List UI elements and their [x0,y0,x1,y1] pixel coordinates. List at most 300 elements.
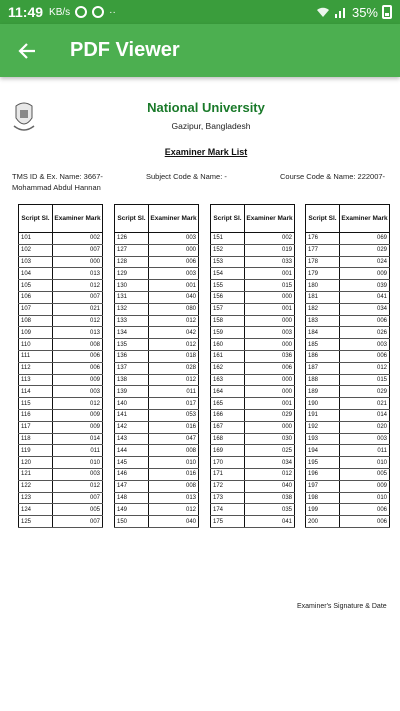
examiner-mark-cell: 021 [340,398,390,410]
table-row [306,480,390,492]
examiner-mark-cell: 011 [340,445,390,457]
examiner-mark-cell: 007 [53,492,103,504]
table-row [19,421,103,433]
table-row [306,233,390,245]
examiner-mark-cell: 012 [53,398,103,410]
script-sl-cell: 179 [306,268,340,280]
table-row [115,374,199,386]
script-sl-cell: 128 [115,256,149,268]
examiner-mark-cell: 002 [245,233,295,245]
header-script-sl: Script Sl. [19,205,53,233]
mark-table [210,204,295,528]
examiner-mark-cell: 034 [340,303,390,315]
examiner-mark-cell: 012 [340,362,390,374]
table-row [115,409,199,421]
script-sl-cell: 159 [211,327,245,339]
script-sl-cell: 174 [211,504,245,516]
table-row [306,291,390,303]
header-examiner-mark: Examiner Mark [149,205,199,233]
script-sl-cell: 140 [115,398,149,410]
table-row [115,303,199,315]
examiner-mark-cell: 006 [149,256,199,268]
examiner-mark-cell: 003 [53,468,103,480]
examiner-mark-cell: 012 [149,504,199,516]
subject-code: Subject Code & Name: - [146,172,227,181]
table-row [306,350,390,362]
script-sl-cell: 133 [115,315,149,327]
table-row [19,480,103,492]
script-sl-cell: 192 [306,421,340,433]
examiner-mark-cell: 041 [340,291,390,303]
list-title: Examiner Mark List [164,147,248,157]
table-row [211,303,295,315]
examiner-mark-cell: 009 [53,421,103,433]
net-speed: KB/s [49,6,71,18]
script-sl-cell: 175 [211,516,245,528]
table-row [115,268,199,280]
table-row [211,291,295,303]
script-sl-cell: 116 [19,409,53,421]
examiner-mark-cell: 016 [149,468,199,480]
examiner-mark-cell: 036 [245,350,295,362]
examiner-mark-cell: 006 [340,315,390,327]
course-code: Course Code & Name: 222007- [280,172,386,181]
table-row [115,233,199,245]
table-row [306,315,390,327]
script-sl-cell: 153 [211,256,245,268]
examiner-mark-cell: 007 [53,244,103,256]
examiner-mark-cell: 009 [53,409,103,421]
table-row [19,457,103,469]
script-sl-cell: 131 [115,291,149,303]
script-sl-cell: 187 [306,362,340,374]
table-row [19,327,103,339]
table-row [115,445,199,457]
examiner-mark-cell: 000 [53,256,103,268]
table-row [211,374,295,386]
script-sl-cell: 129 [115,268,149,280]
examiner-mark-cell: 014 [340,409,390,421]
script-sl-cell: 103 [19,256,53,268]
script-sl-cell: 130 [115,280,149,292]
table-row [115,468,199,480]
examiner-mark-cell: 020 [340,421,390,433]
table-row [115,256,199,268]
examiner-mark-cell: 002 [53,233,103,245]
back-button[interactable] [0,24,54,77]
script-sl-cell: 165 [211,398,245,410]
script-sl-cell: 105 [19,280,53,292]
script-sl-cell: 125 [19,516,53,528]
script-sl-cell: 138 [115,374,149,386]
table-row [19,233,103,245]
script-sl-cell: 124 [19,504,53,516]
examiner-mark-cell: 025 [245,445,295,457]
table-row [211,433,295,445]
script-sl-cell: 167 [211,421,245,433]
table-row [211,445,295,457]
script-sl-cell: 141 [115,409,149,421]
examiner-mark-cell: 010 [149,457,199,469]
script-sl-cell: 194 [306,445,340,457]
table-row [306,362,390,374]
table-row [115,350,199,362]
examiner-mark-cell: 021 [53,303,103,315]
script-sl-cell: 195 [306,457,340,469]
status-bar [0,0,400,24]
examiner-mark-cell: 012 [149,374,199,386]
script-sl-cell: 151 [211,233,245,245]
examiner-mark-cell: 012 [53,480,103,492]
script-sl-cell: 106 [19,291,53,303]
table-row [19,350,103,362]
script-sl-cell: 146 [115,468,149,480]
table-row [306,374,390,386]
examiner-mark-cell: 015 [340,374,390,386]
examiner-mark-cell: 009 [340,480,390,492]
script-sl-cell: 101 [19,233,53,245]
mark-table [305,204,390,528]
header-script-sl: Script Sl. [115,205,149,233]
examiner-mark-cell: 039 [340,280,390,292]
examiner-mark-cell: 010 [340,492,390,504]
table-row [306,445,390,457]
table-row [306,516,390,528]
examiner-mark-cell: 001 [245,398,295,410]
table-row [19,268,103,280]
script-sl-cell: 118 [19,433,53,445]
examiner-id: TMS ID & Ex. Name: 3667- [12,172,103,181]
examiner-mark-cell: 028 [149,362,199,374]
examiner-mark-cell: 000 [245,374,295,386]
table-row [19,280,103,292]
examiner-mark-cell: 042 [149,327,199,339]
table-row [19,398,103,410]
examiner-mark-cell: 003 [245,327,295,339]
examiner-mark-cell: 012 [53,280,103,292]
script-sl-cell: 132 [115,303,149,315]
script-sl-cell: 164 [211,386,245,398]
table-row [306,280,390,292]
script-sl-cell: 119 [19,445,53,457]
script-sl-cell: 144 [115,445,149,457]
messenger-icon [75,6,87,18]
script-sl-cell: 189 [306,386,340,398]
table-row [19,445,103,457]
examiner-mark-cell: 019 [245,244,295,256]
script-sl-cell: 127 [115,244,149,256]
table-row [19,492,103,504]
examiner-mark-cell: 006 [53,350,103,362]
table-row [19,339,103,351]
table-row [19,256,103,268]
header-script-sl: Script Sl. [306,205,340,233]
examiner-mark-cell: 041 [245,516,295,528]
table-row [115,244,199,256]
table-row [19,516,103,528]
script-sl-cell: 148 [115,492,149,504]
table-row [115,433,199,445]
examiner-mark-cell: 035 [245,504,295,516]
table-row [306,386,390,398]
script-sl-cell: 120 [19,457,53,469]
header-examiner-mark: Examiner Mark [53,205,103,233]
examiner-mark-cell: 000 [245,421,295,433]
script-sl-cell: 156 [211,291,245,303]
script-sl-cell: 168 [211,433,245,445]
examiner-signature-label: Examiner's Signature & Date [297,603,387,610]
examiner-mark-cell: 047 [149,433,199,445]
examiner-mark-cell: 008 [149,480,199,492]
mark-table [18,204,103,528]
battery-level: 35% [351,4,378,20]
table-row [19,504,103,516]
table-row [306,339,390,351]
table-row [115,386,199,398]
script-sl-cell: 158 [211,315,245,327]
table-row [211,244,295,256]
table-row [211,457,295,469]
examiner-mark-cell: 030 [245,433,295,445]
examiner-mark-cell: 018 [149,350,199,362]
examiner-mark-cell: 053 [149,409,199,421]
script-sl-cell: 137 [115,362,149,374]
examiner-mark-cell: 012 [149,315,199,327]
examiner-mark-cell: 009 [53,374,103,386]
examiner-mark-cell: 011 [53,445,103,457]
table-row [306,268,390,280]
script-sl-cell: 169 [211,445,245,457]
script-sl-cell: 185 [306,339,340,351]
script-sl-cell: 114 [19,386,53,398]
table-row [115,516,199,528]
table-row [115,327,199,339]
examiner-mark-cell: 007 [53,516,103,528]
table-row [211,480,295,492]
table-row [306,504,390,516]
examiner-mark-cell: 014 [53,433,103,445]
table-row [115,480,199,492]
arrow-back-icon [18,42,36,60]
table-row [211,398,295,410]
examiner-mark-cell: 013 [53,327,103,339]
examiner-mark-cell: 033 [245,256,295,268]
table-row [306,457,390,469]
whatsapp-icon [92,6,104,18]
script-sl-cell: 121 [19,468,53,480]
table-row [115,504,199,516]
examiner-mark-cell: 003 [340,433,390,445]
examiner-mark-cell: 003 [149,233,199,245]
script-sl-cell: 135 [115,339,149,351]
examiner-mark-cell: 010 [340,457,390,469]
table-row [211,350,295,362]
table-row [19,244,103,256]
script-sl-cell: 143 [115,433,149,445]
table-row [19,315,103,327]
examiner-mark-cell: 015 [245,280,295,292]
examiner-mark-cell: 012 [53,315,103,327]
table-row [306,256,390,268]
app-title: PDF Viewer [70,39,180,61]
table-row [211,256,295,268]
wifi-icon [316,6,330,18]
examiner-mark-cell: 001 [149,280,199,292]
script-sl-cell: 107 [19,303,53,315]
header-examiner-mark: Examiner Mark [340,205,390,233]
examiner-mark-cell: 003 [340,339,390,351]
script-sl-cell: 157 [211,303,245,315]
script-sl-cell: 177 [306,244,340,256]
examiner-mark-cell: 000 [245,291,295,303]
examiner-mark-cell: 017 [149,398,199,410]
script-sl-cell: 149 [115,504,149,516]
script-sl-cell: 113 [19,374,53,386]
table-row [211,339,295,351]
examiner-mark-cell: 010 [53,457,103,469]
table-row [306,492,390,504]
examiner-mark-cell: 006 [340,504,390,516]
table-row [19,303,103,315]
examiner-mark-cell: 024 [340,256,390,268]
examiner-mark-cell: 016 [149,421,199,433]
mark-table [114,204,199,528]
examiner-mark-cell: 040 [245,480,295,492]
script-sl-cell: 160 [211,339,245,351]
table-row [211,516,295,528]
examiner-mark-cell: 007 [53,291,103,303]
examiner-mark-cell: 006 [340,516,390,528]
examiner-mark-cell: 013 [149,492,199,504]
examiner-mark-cell: 009 [340,268,390,280]
table-row [115,362,199,374]
signal-icon [334,6,348,18]
examiner-mark-cell: 006 [340,350,390,362]
table-row [211,468,295,480]
table-row [211,268,295,280]
examiner-mark-cell: 012 [149,339,199,351]
table-row [115,398,199,410]
script-sl-cell: 161 [211,350,245,362]
pdf-page[interactable] [0,90,400,650]
examiner-mark-cell: 029 [340,386,390,398]
script-sl-cell: 102 [19,244,53,256]
table-row [19,374,103,386]
more-dots-icon: ·· [109,6,116,18]
table-row [115,339,199,351]
table-row [211,362,295,374]
script-sl-cell: 163 [211,374,245,386]
examiner-mark-cell: 001 [245,268,295,280]
script-sl-cell: 191 [306,409,340,421]
script-sl-cell: 117 [19,421,53,433]
script-sl-cell: 183 [306,315,340,327]
examiner-mark-cell: 040 [149,291,199,303]
table-row [306,468,390,480]
examiner-mark-cell: 005 [340,468,390,480]
script-sl-cell: 162 [211,362,245,374]
table-row [306,421,390,433]
examiner-mark-cell: 029 [245,409,295,421]
table-row [211,421,295,433]
header-examiner-mark: Examiner Mark [245,205,295,233]
table-row [19,433,103,445]
table-row [115,492,199,504]
table-row [211,327,295,339]
script-sl-cell: 154 [211,268,245,280]
university-location: Gazipur, Bangladesh [171,121,251,131]
header-script-sl: Script Sl. [211,205,245,233]
table-row [306,409,390,421]
examiner-mark-cell: 026 [340,327,390,339]
table-row [211,409,295,421]
table-row [306,398,390,410]
table-row [306,303,390,315]
examiner-mark-cell: 013 [53,268,103,280]
table-row [211,315,295,327]
script-sl-cell: 152 [211,244,245,256]
script-sl-cell: 170 [211,457,245,469]
script-sl-cell: 182 [306,303,340,315]
script-sl-cell: 136 [115,350,149,362]
script-sl-cell: 173 [211,492,245,504]
table-row [115,421,199,433]
script-sl-cell: 193 [306,433,340,445]
script-sl-cell: 190 [306,398,340,410]
script-sl-cell: 155 [211,280,245,292]
app-bar [0,24,400,77]
examiner-mark-cell: 029 [340,244,390,256]
table-row [19,468,103,480]
script-sl-cell: 150 [115,516,149,528]
script-sl-cell: 200 [306,516,340,528]
table-row [115,315,199,327]
examiner-mark-cell: 001 [245,303,295,315]
script-sl-cell: 171 [211,468,245,480]
examiner-mark-cell: 069 [340,233,390,245]
script-sl-cell: 145 [115,457,149,469]
script-sl-cell: 186 [306,350,340,362]
script-sl-cell: 172 [211,480,245,492]
examiner-mark-cell: 005 [53,504,103,516]
script-sl-cell: 181 [306,291,340,303]
script-sl-cell: 188 [306,374,340,386]
script-sl-cell: 147 [115,480,149,492]
table-row [211,492,295,504]
table-row [115,457,199,469]
table-row [19,291,103,303]
examiner-mark-cell: 000 [149,244,199,256]
examiner-mark-cell: 000 [245,339,295,351]
examiner-mark-cell: 012 [245,468,295,480]
script-sl-cell: 109 [19,327,53,339]
examiner-mark-cell: 006 [53,362,103,374]
table-row [211,280,295,292]
examiner-mark-cell: 006 [245,362,295,374]
examiner-mark-cell: 038 [245,492,295,504]
table-row [306,244,390,256]
script-sl-cell: 108 [19,315,53,327]
table-row [211,504,295,516]
script-sl-cell: 166 [211,409,245,421]
table-row [19,409,103,421]
examiner-mark-cell: 034 [245,457,295,469]
examiner-mark-cell: 003 [149,268,199,280]
examiner-mark-cell: 003 [53,386,103,398]
examiner-name: Mohammad Abdul Hannan [12,183,101,192]
university-name: National University [147,100,265,115]
script-sl-cell: 199 [306,504,340,516]
